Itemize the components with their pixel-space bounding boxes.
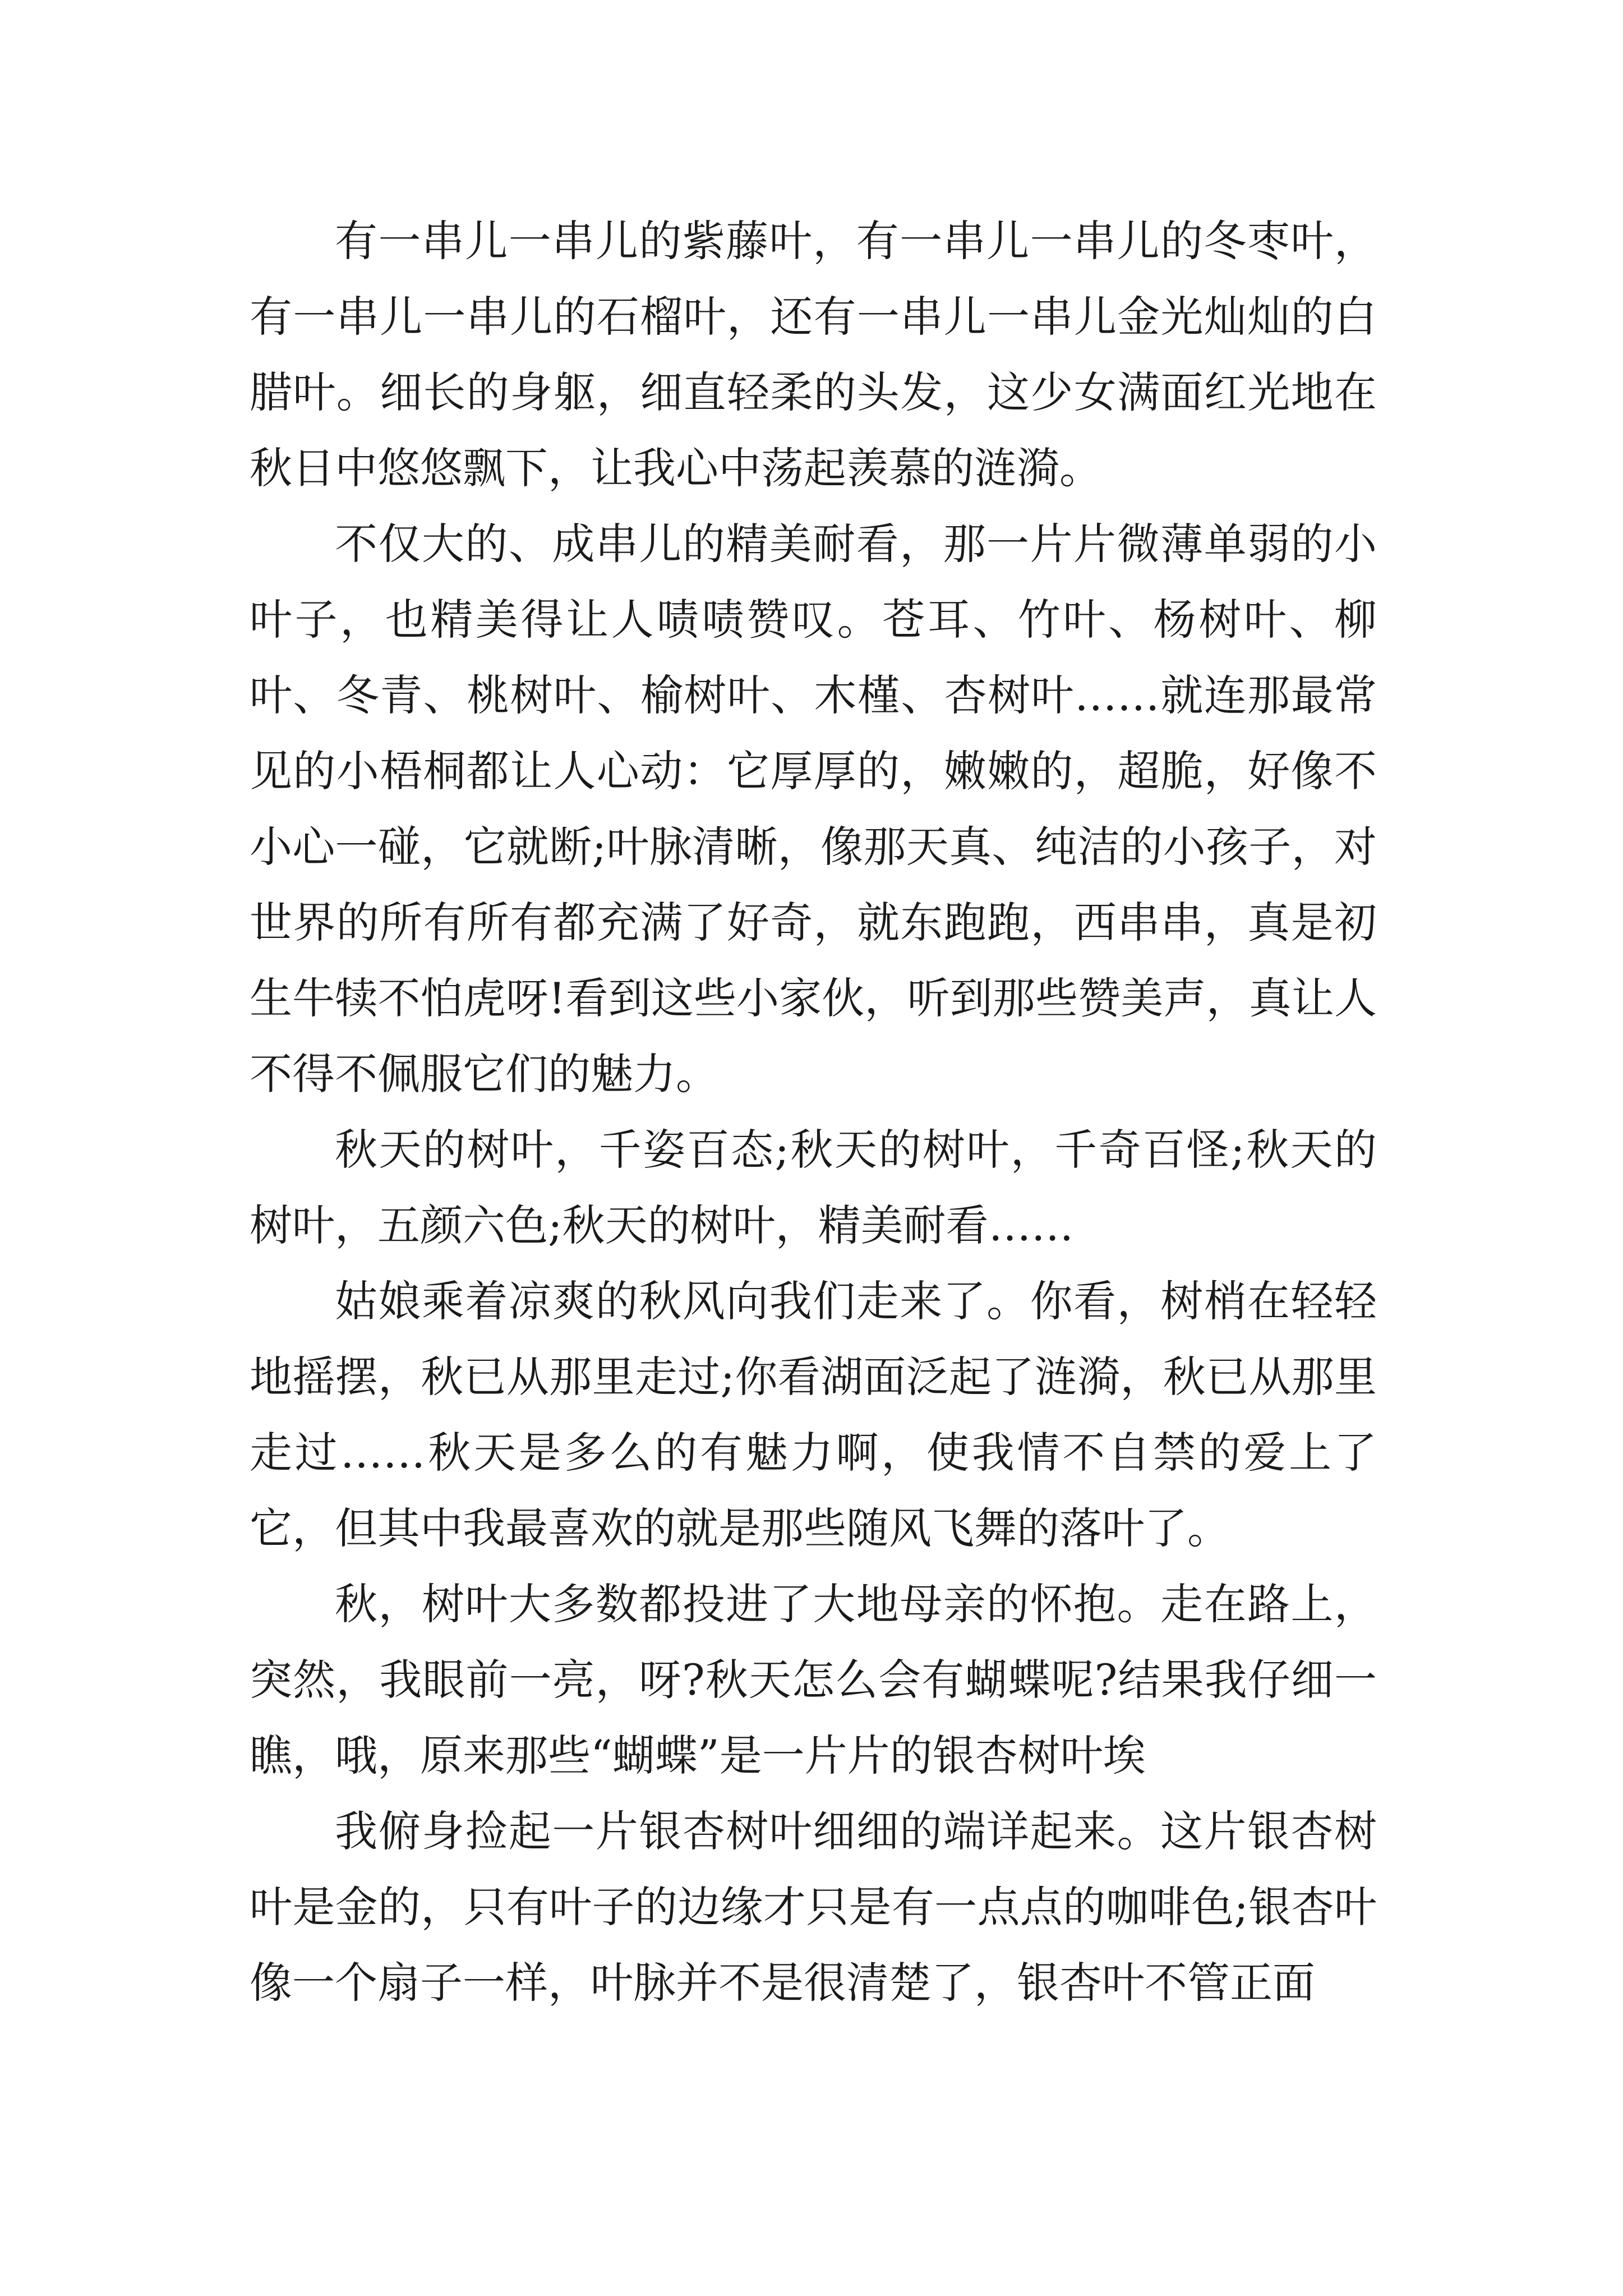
paragraph-4: 姑娘乘着凉爽的秋风向我们走来了。你看，树梢在轻轻地摇摆，秋已从那里走过;你看湖面泛起了涟漪，秋已从那里走过……秋天是多么的有魅力啊，使我情不自禁的爱上了它，但其中我最喜欢的就是那些随风飞舞的落叶了。 (250, 1276, 1377, 1553)
paragraph-1: 有一串儿一串儿的紫藤叶，有一串儿一串儿的冬枣叶，有一串儿一串儿的石榴叶，还有一串儿一串儿金光灿灿的白腊叶。细长的身躯，细直轻柔的头发，这少女满面红光地在秋日中悠悠飘下，让我心中荡起羡慕的涟漪。 (250, 216, 1377, 493)
paragraph-3: 秋天的树叶，千姿百态;秋天的树叶，千奇百怪;秋天的树叶，五颜六色;秋天的树叶，精美耐看…… (250, 1125, 1377, 1250)
document-page (250, 203, 1377, 2021)
paragraph-2: 不仅大的、成串儿的精美耐看，那一片片微薄单弱的小叶子，也精美得让人啧啧赞叹。苍耳、竹叶、杨树叶、柳叶、冬青、桃树叶、榆树叶、木槿、杏树叶……就连那最常见的小梧桐都让人心动：它厚厚的，嫩嫩的，超脆，好像不小心一碰，它就断;叶脉清晰，像那天真、纯洁的小孩子，对世界的所有所有都充满了好奇，就东跑跑，西串串，真是初生牛犊不怕虎呀!看到这些小家伙，听到那些赞美声，真让人不得不佩服它们的魅力。 (250, 519, 1377, 1099)
paragraph-6: 我俯身捡起一片银杏树叶细细的端详起来。这片银杏树叶是金的，只有叶子的边缘才只是有一点点的咖啡色;银杏叶像一个扇子一样，叶脉并不是很清楚了，银杏叶不管正面 (250, 1806, 1377, 2008)
paragraph-5: 秋，树叶大多数都投进了大地母亲的怀抱。走在路上，突然，我眼前一亮，呀?秋天怎么会有蝴蝶呢?结果我仔细一瞧，哦，原来那些“蝴蝶”是一片片的银杏树叶埃 (250, 1579, 1377, 1780)
